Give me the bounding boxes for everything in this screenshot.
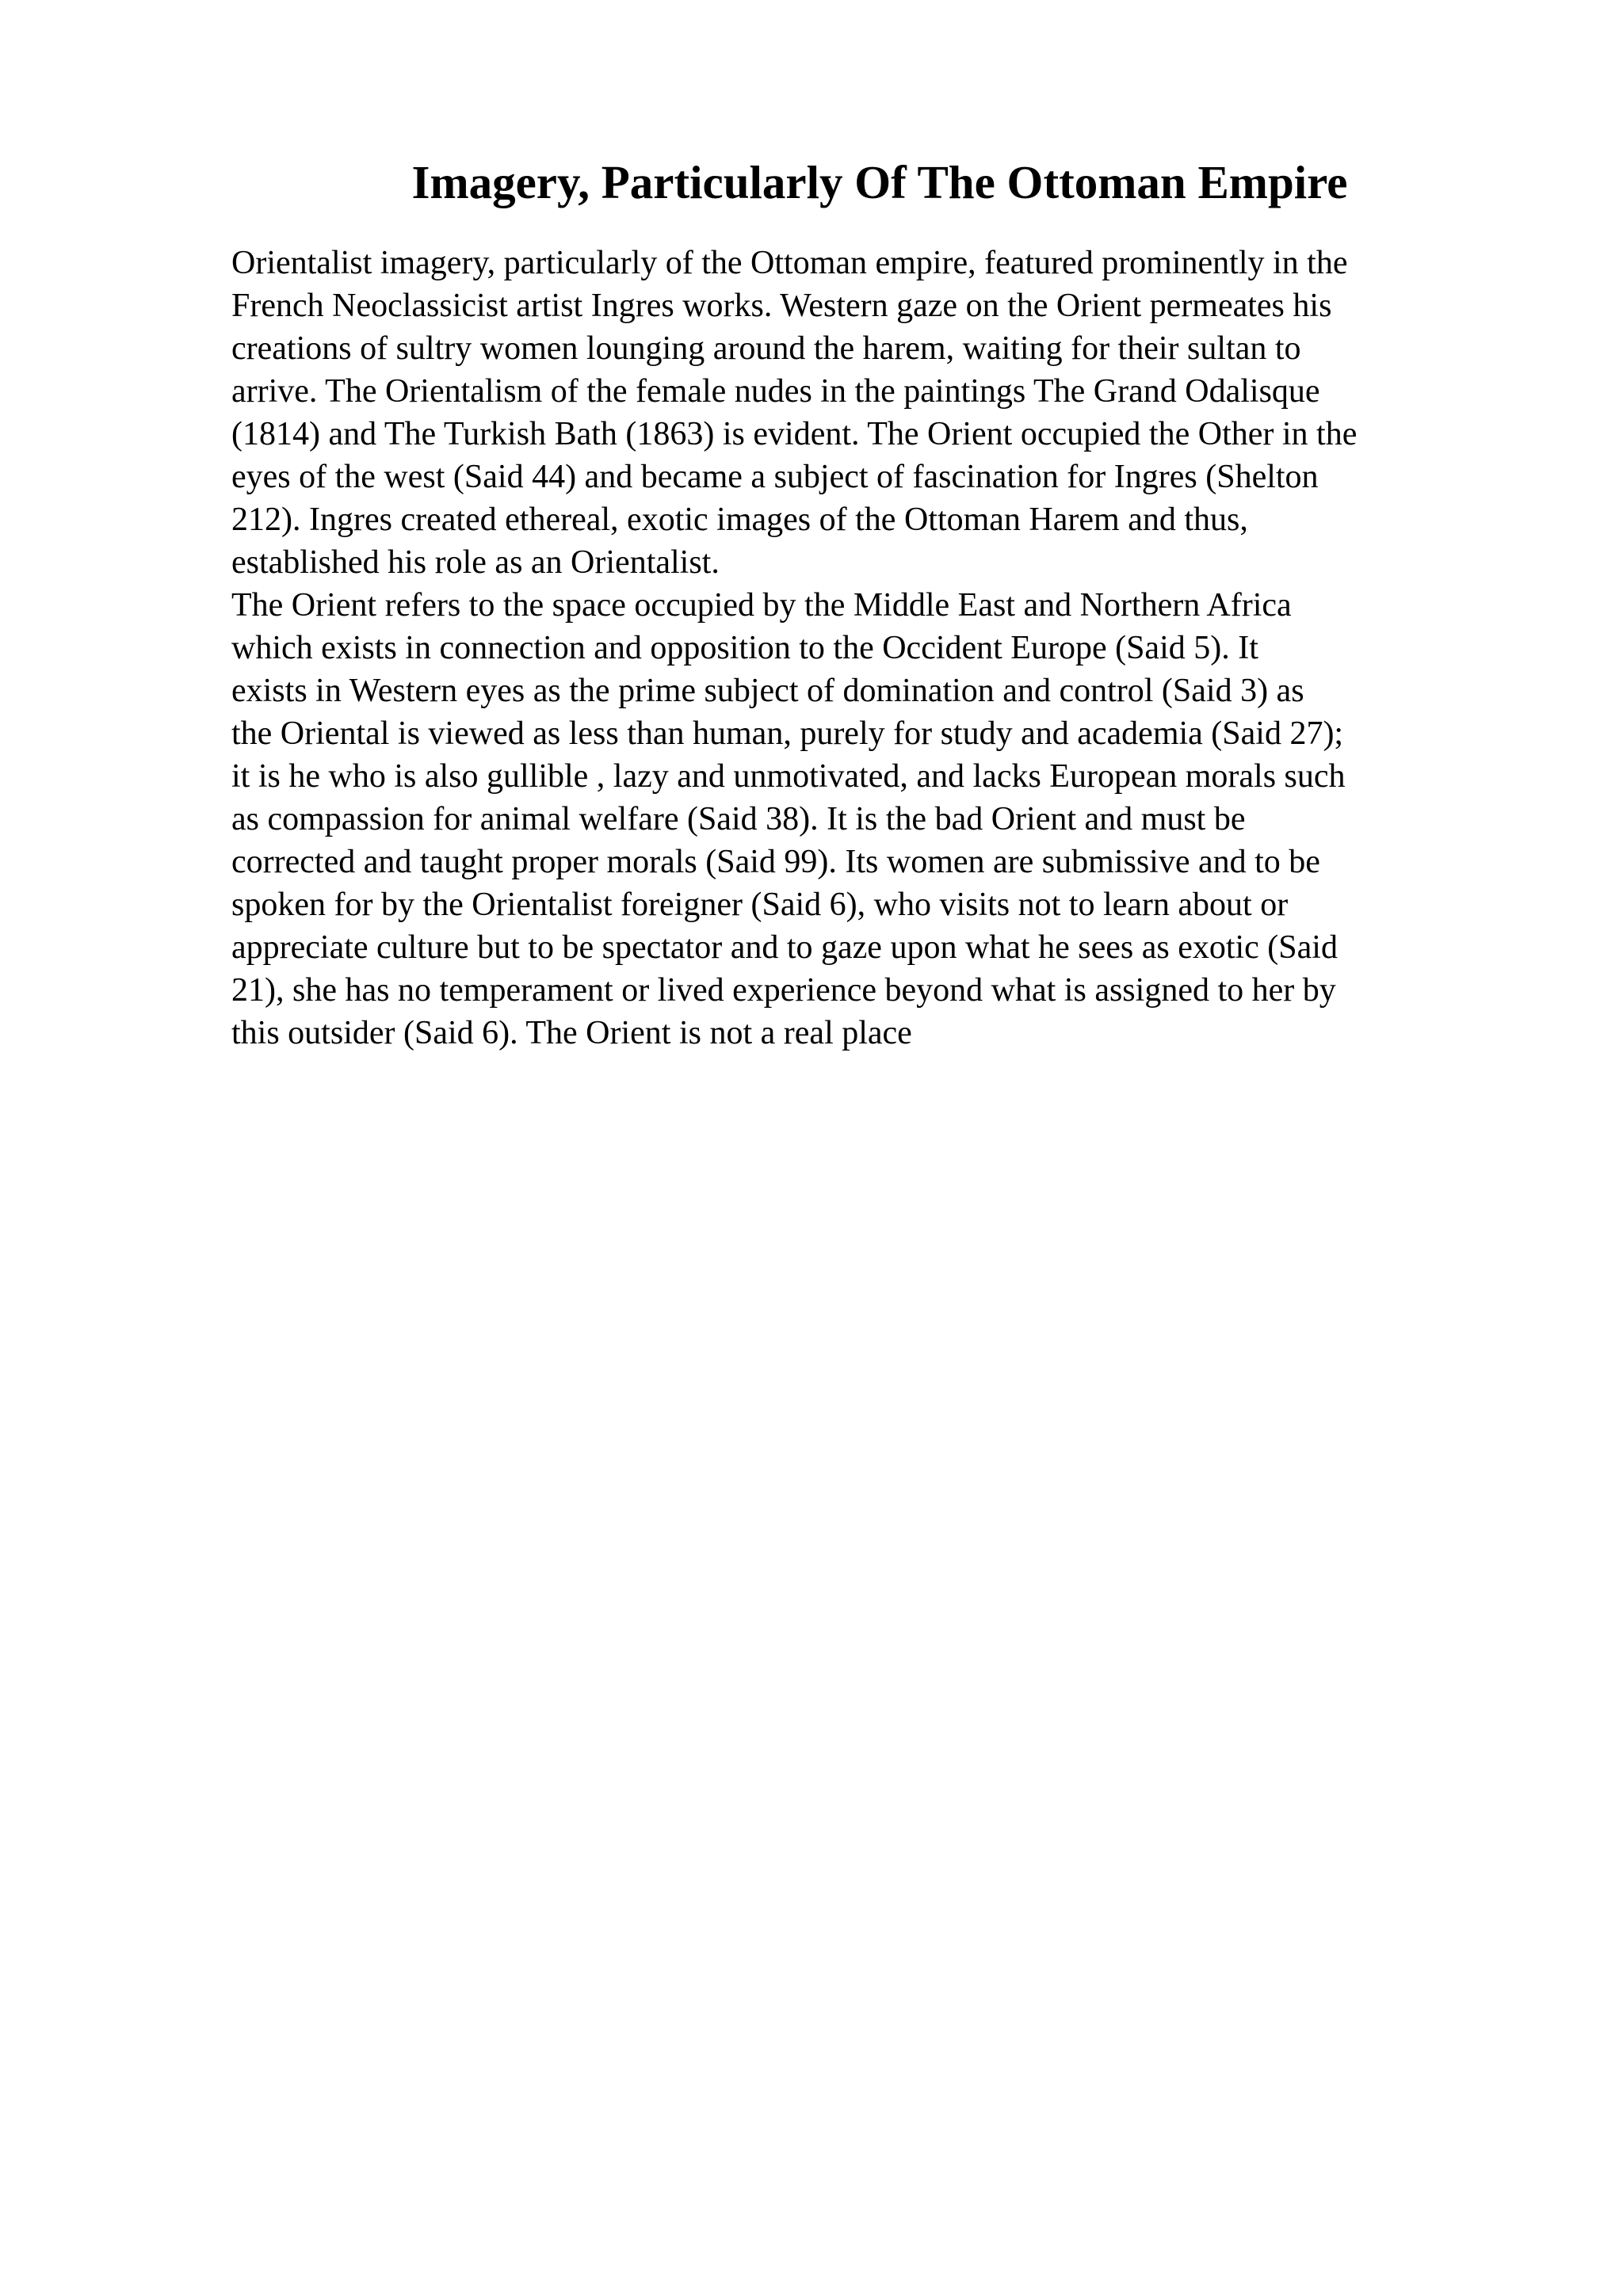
body-line: it is he who is also gullible , lazy and unmotivated, and lacks European morals such: [231, 758, 1346, 795]
body-line: which exists in connection and opposition to the Occident Europe (Said 5). It: [231, 630, 1258, 666]
body-line: 21), she has no temperament or lived experience beyond what is assigned to her by: [231, 972, 1336, 1009]
body-line: exists in Western eyes as the prime subject of domination and control (Said 3) as: [231, 673, 1304, 709]
body-line: corrected and taught proper morals (Said 99). Its women are submissive and to be: [231, 844, 1320, 880]
body-line: French Neoclassicist artist Ingres works. Western gaze on the Orient permeates his: [231, 288, 1332, 324]
body-line: Orientalist imagery, particularly of the Ottoman empire, featured prominently in the: [231, 245, 1348, 281]
body-line: spoken for by the Orientalist foreigner (Said 6), who visits not to learn about or: [231, 887, 1289, 923]
body-line: creations of sultry women lounging around the harem, waiting for their sultan to: [231, 330, 1301, 367]
body-line: appreciate culture but to be spectator and to gaze upon what he sees as exotic (Said: [231, 929, 1338, 966]
document-body: [231, 242, 1499, 1055]
body-line: the Oriental is viewed as less than human, purely for study and academia (Said 27);: [231, 715, 1344, 752]
body-line: eyes of the west (Said 44) and became a subject of fascination for Ingres (Shelton: [231, 459, 1319, 495]
body-line: arrive. The Orientalism of the female nudes in the paintings The Grand Odalisque: [231, 373, 1320, 410]
document-title: Imagery, Particularly Of The Ottoman Empire: [411, 156, 1348, 208]
body-line: as compassion for animal welfare (Said 38). It is the bad Orient and must be: [231, 801, 1246, 837]
body-line: established his role as an Orientalist.: [231, 544, 720, 581]
body-line: 212). Ingres created ethereal, exotic images of the Ottoman Harem and thus,: [231, 502, 1248, 538]
body-line: this outsider (Said 6). The Orient is not a real place: [231, 1015, 912, 1051]
body-line: The Orient refers to the space occupied by the Middle East and Northern Africa: [231, 587, 1292, 624]
body-line: (1814) and The Turkish Bath (1863) is evident. The Orient occupied the Other in the: [231, 416, 1358, 452]
